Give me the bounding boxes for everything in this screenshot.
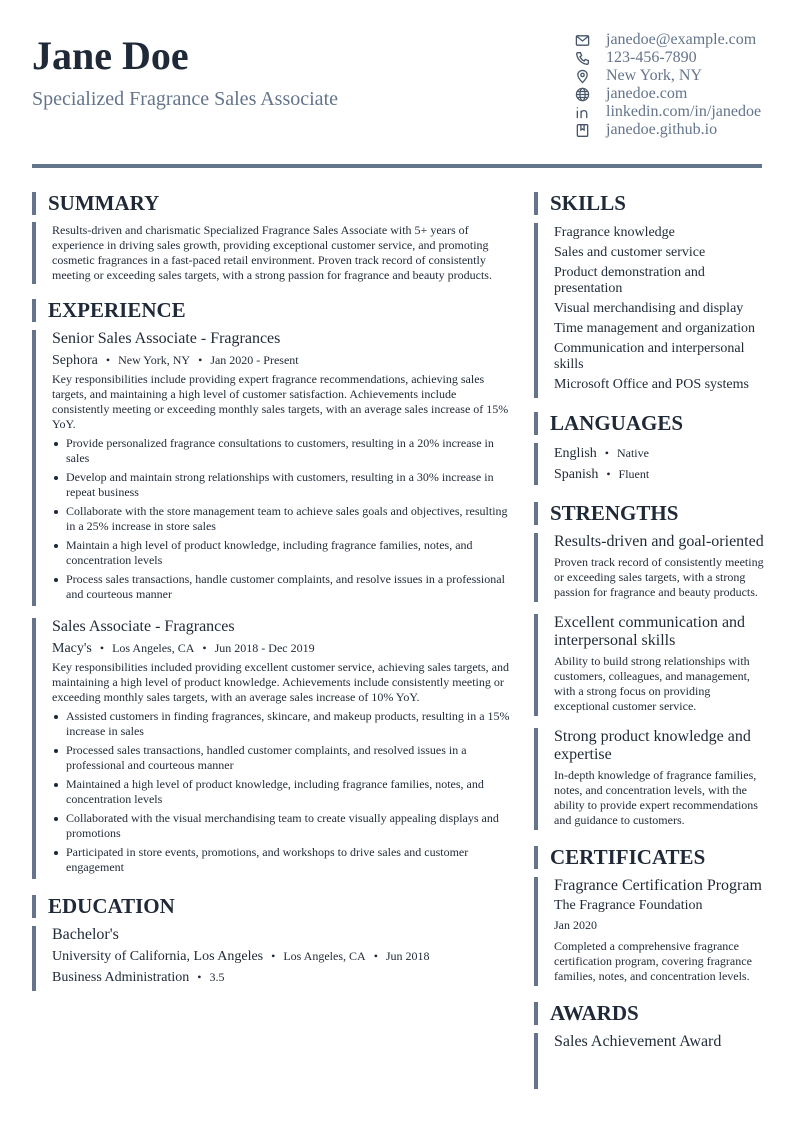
skill-item: Product demonstration and presentation <box>554 265 705 296</box>
education-entry <box>32 926 512 991</box>
book-icon <box>575 123 590 138</box>
separator-dot: • <box>604 446 609 460</box>
contact-phone[interactable] <box>575 49 770 67</box>
contact-linkedin[interactable] <box>575 103 770 121</box>
resume-header <box>32 0 762 168</box>
candidate-name: Jane Doe <box>32 33 189 78</box>
certificates-section <box>534 846 764 986</box>
separator-dot: • <box>202 641 207 655</box>
certificate-date: Jan 2020 <box>554 918 597 932</box>
skills-list <box>534 223 764 398</box>
list-item: Processed sales transactions, handled customer complaints, and resolved issues in a professional and courteous manner <box>52 743 512 773</box>
contact-email[interactable] <box>575 31 770 49</box>
education-section <box>32 895 512 991</box>
awards-heading: AWARDS <box>534 1002 764 1025</box>
list-item: Participated in store events, promotions, and workshops to drive sales and customer engagement <box>52 845 512 875</box>
summary-heading: SUMMARY <box>32 192 512 215</box>
linkedin-icon <box>575 105 590 120</box>
location-text: New York, NY <box>606 67 703 84</box>
skill-item: Sales and customer service <box>554 245 706 260</box>
languages-section <box>534 412 764 485</box>
education-date: Jun 2018 <box>385 949 430 963</box>
separator-dot: • <box>606 467 611 481</box>
language-level: Fluent <box>618 467 650 481</box>
skills-section <box>534 192 764 398</box>
skill-item: Fragrance knowledge <box>554 225 675 240</box>
certificates-heading: CERTIFICATES <box>534 846 764 869</box>
list-item: Develop and maintain strong relationships with customers, resulting in a 30% increase in repeat business <box>52 470 512 500</box>
header-divider <box>32 164 762 168</box>
job-location: Los Angeles, CA <box>112 641 195 655</box>
experience-section <box>32 299 512 879</box>
phone-text[interactable]: 123-456-7890 <box>606 49 697 66</box>
strength-entry <box>534 533 764 602</box>
job-meta <box>52 351 512 370</box>
left-column <box>32 192 512 991</box>
job-position: Sales Associate - Fragrances <box>52 618 235 635</box>
language-item <box>554 444 764 463</box>
strength-description: Proven track record of consistently meeting or exceeding sales targets, with a strong passion for fragrance and beauty products. <box>554 555 764 599</box>
separator-dot: • <box>271 949 276 963</box>
award-name: Sales Achievement Award <box>554 1033 722 1050</box>
skill-item: Microsoft Office and POS systems <box>554 377 749 392</box>
education-degree: Bachelor's <box>52 926 119 943</box>
job-highlights <box>52 709 512 875</box>
email-text[interactable]: janedoe@example.com <box>606 31 757 48</box>
language-name: English <box>554 446 597 461</box>
job-position: Senior Sales Associate - Fragrances <box>52 330 281 347</box>
job-highlights <box>52 436 512 602</box>
map-pin-icon <box>575 69 590 84</box>
globe-icon <box>575 87 590 102</box>
experience-heading: EXPERIENCE <box>32 299 512 322</box>
list-item: Process sales transactions, handle customer complaints, and resolve issues in a professional and courteous manner <box>52 572 512 602</box>
awards-section <box>534 1002 764 1089</box>
job-company: Sephora <box>52 353 98 368</box>
list-item: Provide personalized fragrance consultations to customers, resulting in a 20% increase in sales <box>52 436 512 466</box>
job-entry <box>32 330 512 606</box>
certificate-name: Fragrance Certification Program <box>554 877 762 894</box>
language-level: Native <box>616 446 649 460</box>
list-item: Collaborated with the visual merchandising team to create visually appealing displays and promotions <box>52 811 512 841</box>
education-institution: University of California, Los Angeles <box>52 949 264 964</box>
job-dates: Jun 2018 - Dec 2019 <box>214 641 315 655</box>
education-heading: EDUCATION <box>32 895 512 918</box>
education-location: Los Angeles, CA <box>283 949 366 963</box>
linkedin-link[interactable]: linkedin.com/in/janedoe <box>606 103 762 120</box>
separator-dot: • <box>99 641 105 655</box>
language-item <box>554 465 764 484</box>
strength-name: Strong product knowledge and expertise <box>554 728 751 763</box>
education-gpa: 3.5 <box>209 970 225 984</box>
right-column <box>534 192 764 1089</box>
list-item: Assisted customers in finding fragrances, skincare, and makeup products, resulting in a 15% increase in sales <box>52 709 512 739</box>
strength-description: In-depth knowledge of fragrance families, notes, and concentration levels, with the ability to provide expert recommendations and guidance to customers. <box>554 768 758 827</box>
education-field-row <box>52 968 512 987</box>
list-item: Maintain a high level of product knowledge, including fragrance families, notes, and concentration levels <box>52 538 512 568</box>
job-location: New York, NY <box>118 353 191 367</box>
list-item: Maintained a high level of product knowledge, including fragrance families, notes, and concentration levels <box>52 777 512 807</box>
job-meta <box>52 639 512 658</box>
certificate-entry <box>534 877 764 986</box>
contact-list <box>575 31 770 139</box>
education-meta <box>52 947 512 966</box>
language-name: Spanish <box>554 467 599 482</box>
list-item: Collaborate with the store management team to achieve sales goals and objectives, resulting in a 25% increase in store sales <box>52 504 512 534</box>
contact-github[interactable] <box>575 121 770 139</box>
github-link[interactable]: janedoe.github.io <box>606 121 718 138</box>
skill-item: Visual merchandising and display <box>554 301 744 316</box>
award-entry <box>534 1033 764 1089</box>
certificate-issuer: The Fragrance Foundation <box>554 898 703 913</box>
separator-dot: • <box>105 353 111 367</box>
job-entry <box>32 618 512 879</box>
phone-icon <box>575 51 590 66</box>
job-company: Macy's <box>52 641 92 656</box>
contact-location <box>575 67 770 85</box>
skill-item: Communication and interpersonal skills <box>554 341 745 372</box>
skill-item: Time management and organization <box>554 321 756 336</box>
contact-website[interactable] <box>575 85 770 103</box>
strength-description: Ability to build strong relationships with customers, colleagues, and management, with a strong focus on providing exceptional customer service. <box>554 654 750 713</box>
languages-heading: LANGUAGES <box>534 412 764 435</box>
education-field: Business Administration <box>52 970 190 985</box>
certificate-description: Completed a comprehensive fragrance certification program, covering fragrance families, notes, and concentration levels. <box>554 939 752 983</box>
languages-list <box>534 443 764 485</box>
candidate-title: Specialized Fragrance Sales Associate <box>32 88 338 110</box>
skills-heading: SKILLS <box>534 192 764 215</box>
strength-entry <box>534 614 764 716</box>
separator-dot: • <box>373 949 378 963</box>
strengths-section <box>534 502 764 830</box>
summary-text: Results-driven and charismatic Specialized Fragrance Sales Associate with 5+ years of experience in driving sales growth, providing exceptional customer service, and promoting cosmetic fragrances in a fast-paced retail environment. Proven track record of consistently meeting or exceeding sales targets, with a strong passion for fragrance and beauty products. <box>52 223 492 282</box>
strength-entry <box>534 728 764 830</box>
job-summary: Key responsibilities include providing expert fragrance recommendations, achieving sales targets, and maintaining a high level of customer satisfaction. Achievements include consistently meeting or exceeding monthly sales targets, with an average sales increase of 15% YoY. <box>52 372 509 431</box>
strength-name: Excellent communication and interpersonal skills <box>554 614 746 649</box>
separator-dot: • <box>198 353 203 367</box>
strengths-heading: STRENGTHS <box>534 502 764 525</box>
mail-icon <box>575 33 590 48</box>
separator-dot: • <box>197 970 202 984</box>
summary-body <box>32 222 512 284</box>
summary-section <box>32 192 512 284</box>
website-link[interactable]: janedoe.com <box>606 85 688 102</box>
job-summary: Key responsibilities included providing excellent customer service, achieving sales targets, and maintaining a high level of product knowledge. Achievements include consistently meeting or exceeding monthly sales targets, with an average sales increase of 10% YoY. <box>52 660 509 704</box>
job-dates: Jan 2020 - Present <box>210 353 299 367</box>
strength-name: Results-driven and goal-oriented <box>554 533 764 550</box>
